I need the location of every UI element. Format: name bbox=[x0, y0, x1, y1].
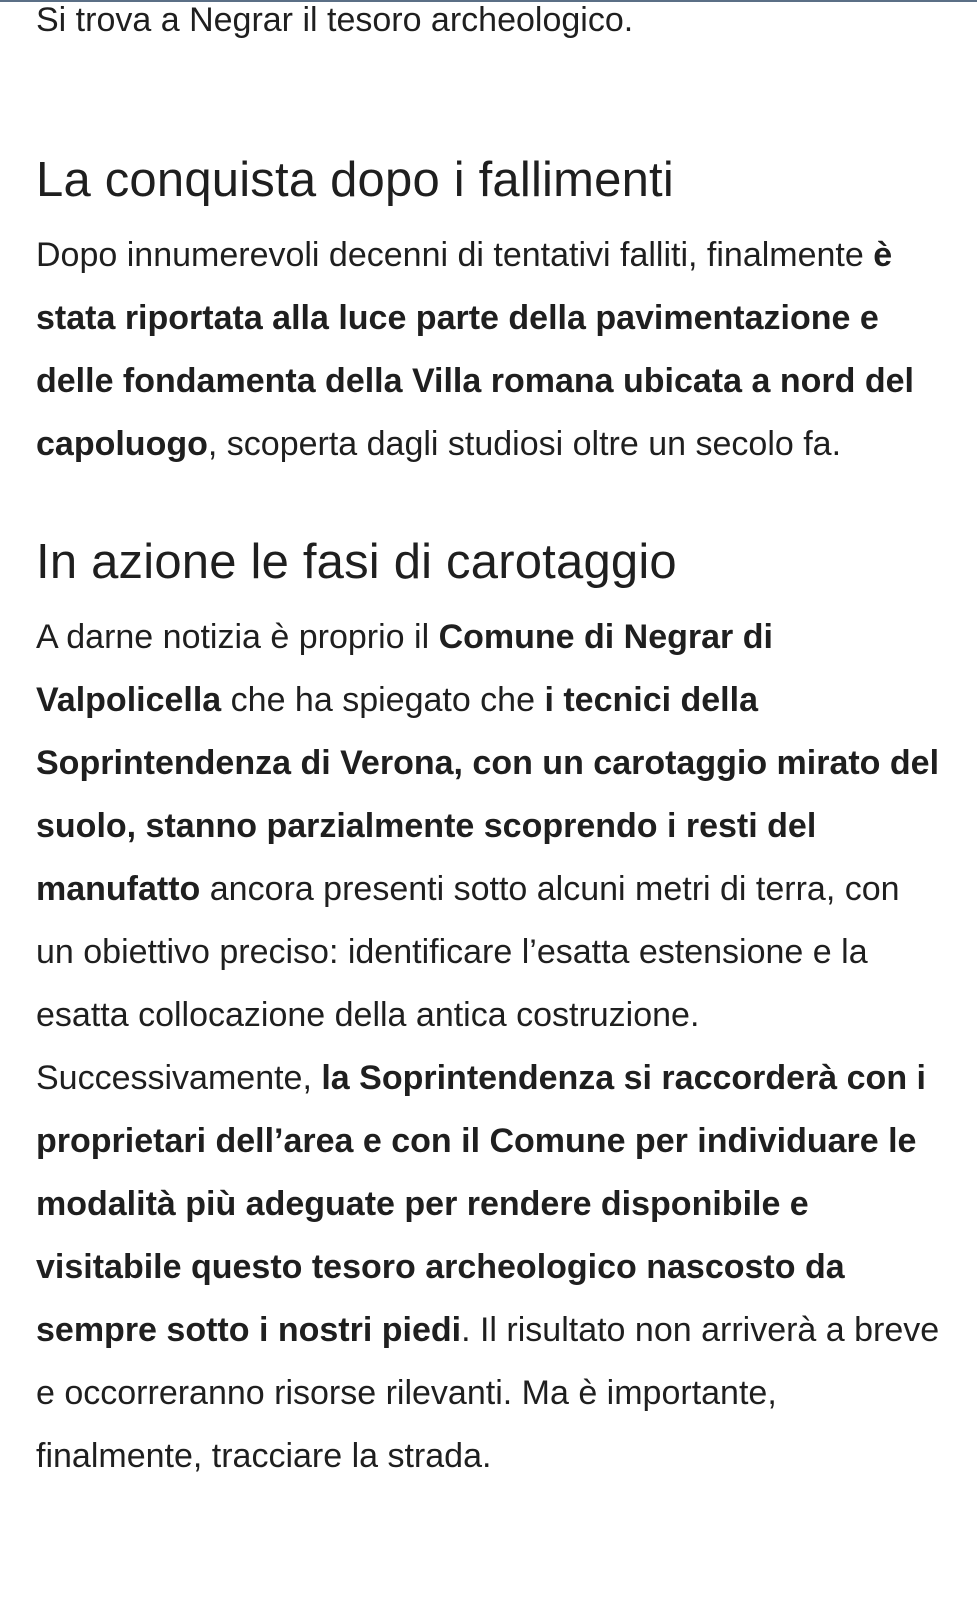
text-run: . Il risultato non arriverà a breve e occorreranno risorse rilevanti. Ma è importante, finalmente, tracciare la strada. bbox=[36, 1311, 940, 1475]
article-body bbox=[36, 0, 941, 1488]
bold-text-run: è stata riportata alla luce parte della pavimentazione e delle fondamenta della Villa romana ubicata a nord del capoluogo bbox=[36, 236, 914, 463]
bold-text-run: la Soprintendenza si raccorderà con i proprietari dell’area e con il Comune per individuare le modalità più adeguate per rendere disponibile e visitabile questo tesoro archeologico nascosto da sempre sotto i nostri piedi bbox=[36, 1059, 926, 1349]
section-heading-conquista: La conquista dopo i fallimenti bbox=[36, 153, 674, 207]
text-run: che ha spiegato che bbox=[221, 681, 545, 719]
section-paragraph-conquista bbox=[36, 224, 941, 476]
text-run: , scoperta dagli studiosi oltre un secolo fa. bbox=[207, 425, 842, 463]
section-heading-carotaggio: In azione le fasi di carotaggio bbox=[36, 535, 677, 589]
text-run: A darne notizia è proprio il bbox=[36, 618, 439, 656]
text-run: Dopo innumerevoli decenni di tentativi falliti, finalmente bbox=[36, 236, 874, 274]
bold-text-run: i tecnici della Soprintendenza di Verona, con un carotaggio mirato del suolo, stanno parzialmente scoprendo i resti del manufatto bbox=[36, 681, 940, 908]
intro-line: Si trova a Negrar il tesoro archeologico. bbox=[36, 1, 634, 39]
bold-text-run: Comune di Negrar di Valpolicella bbox=[36, 618, 773, 719]
text-run: ancora presenti sotto alcuni metri di terra, con un obiettivo preciso: identificare l’esatta estensione e la esatta collocazione della antica costruzione. Successivamente, bbox=[36, 870, 900, 1097]
section-paragraph-carotaggio bbox=[36, 606, 941, 1488]
